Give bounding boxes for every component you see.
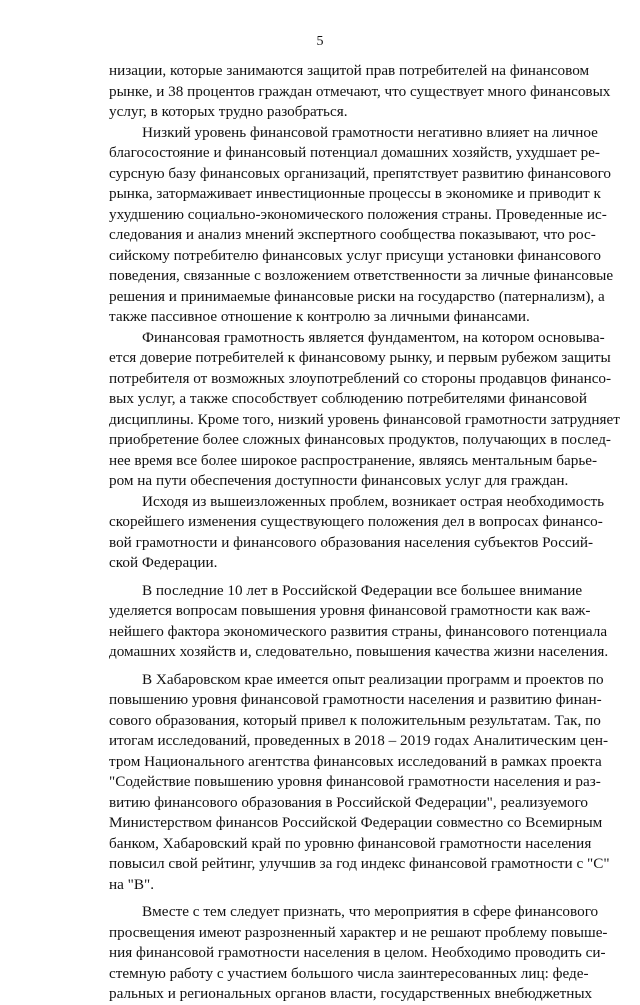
text-line: рынке, и 38 процентов граждан отмечают, что существует много финансовых <box>109 82 611 100</box>
text-line: ния финансовой грамотности населения в целом. Необходимо проводить си- <box>109 944 606 961</box>
text-line: Низкий уровень финансовой грамотности негативно влияет на личное <box>142 123 598 141</box>
text-line: нейшего фактора экономического развития страны, финансового потенциала <box>109 622 608 640</box>
text-line: следования и анализ мнений экспертного сообщества показывают, что рос- <box>109 226 596 243</box>
page-number: 5 <box>316 34 324 49</box>
text-line: ром на пути обеспечения доступности финансовых услуг для граждан. <box>109 472 569 489</box>
text-line: приобретение более сложных финансовых продуктов, получающих в послед- <box>109 431 611 448</box>
text-line: повышению уровня финансовой грамотности населения и развитию финан- <box>109 691 602 708</box>
text-line: сурсную базу финансовых организаций, препятствует развитию финансового <box>109 164 612 182</box>
text-line: вой грамотности и финансового образования населения субъектов Россий- <box>109 533 594 551</box>
paragraph <box>109 61 611 123</box>
text-line: поведения, связанные с возложением ответственности за личные финансовые <box>109 267 614 284</box>
text-line: благосостояние и финансовый потенциал домашних хозяйств, ухудшает ре- <box>109 144 600 161</box>
text-line: скорейшего изменения существующего положения дел в вопросах финансо- <box>109 513 603 530</box>
text-line: Вместе с тем следует признать, что мероприятия в сфере финансового <box>142 903 599 920</box>
paragraph <box>109 670 610 896</box>
text-line: итогам исследований, проведенных в 2018 – 2019 годах Аналитическим цен- <box>109 732 609 749</box>
text-line: вых услуг, а также способствует соблюдению потребителями финансовой <box>109 390 587 407</box>
paragraph <box>109 902 608 1005</box>
text-line: В Хабаровском крае имеется опыт реализации программ и проектов по <box>142 670 604 688</box>
text-line: ухудшению социально-экономического положения страны. Проведенные ис- <box>109 205 607 223</box>
text-line: ральных и региональных органов власти, государственных внебюджетных <box>109 985 593 1002</box>
text-line: Министерством финансов Российской Федерации совместно со Всемирным <box>109 814 603 831</box>
text-line: стемную работу с участием большого числа заинтересованных лиц: феде- <box>109 964 589 982</box>
text-line: дисциплины. Кроме того, низкий уровень финансовой грамотности затрудняет <box>109 410 620 428</box>
text-line: тром Национального агентства финансовых исследований в рамках проекта <box>109 752 602 770</box>
text-line: витию финансового образования в Российской Федерации", реализуемого <box>109 793 589 811</box>
text-line: решения и принимаемые финансовые риски на государство (патернализм), а <box>109 287 605 305</box>
text-line: банком, Хабаровский край по уровню финансовой грамотности населения <box>109 834 592 852</box>
paragraph <box>109 123 614 328</box>
text-line: домашних хозяйств и, следовательно, повышения качества жизни населения. <box>109 643 609 660</box>
text-line: потребителя от возможных злоупотреблений со стороны продавцов финансо- <box>109 369 612 387</box>
text-line: В последние 10 лет в Российской Федерации все большее внимание <box>142 581 583 599</box>
text-line: уделяется вопросам повышения уровня финансовой грамотности как важ- <box>109 602 591 619</box>
text-line: сового образования, который привел к положительным результатам. Так, по <box>109 711 601 729</box>
body-text <box>109 61 620 1005</box>
text-line: "Содействие повышению уровня финансовой грамотности населения и раз- <box>109 773 601 790</box>
text-line: услуг, в которых трудно разобраться. <box>109 103 348 120</box>
text-line: сийскому потребителю финансовых услуг присущи установки финансового <box>109 246 601 264</box>
text-line: Финансовая грамотность является фундаментом, на котором основыва- <box>142 328 605 346</box>
text-line: ской Федерации. <box>109 554 218 571</box>
text-line: нее время все более широкое распространение, являясь ментальным барье- <box>109 451 598 469</box>
text-line: ется доверие потребителей к финансовому рынку, и первым рубежом защиты <box>109 349 611 366</box>
text-line: рынка, затормаживает инвестиционные процессы в экономике и приводит к <box>109 185 601 202</box>
text-line: просвещения имеют разрозненный характер и не решают проблему повыше- <box>109 923 608 941</box>
text-line: Исходя из вышеизложенных проблем, возникает острая необходимость <box>142 492 605 510</box>
text-line: повысил свой рейтинг, улучшив за год индекс финансовой грамотности с "С" <box>109 855 610 872</box>
text-line: на "В". <box>109 875 154 893</box>
text-line: низации, которые занимаются защитой прав потребителей на финансовом <box>109 62 590 79</box>
text-line: также пассивное отношение к контролю за личными финансами. <box>109 308 530 325</box>
paragraph <box>109 328 620 492</box>
paragraph <box>109 581 609 663</box>
paragraph <box>109 492 605 574</box>
